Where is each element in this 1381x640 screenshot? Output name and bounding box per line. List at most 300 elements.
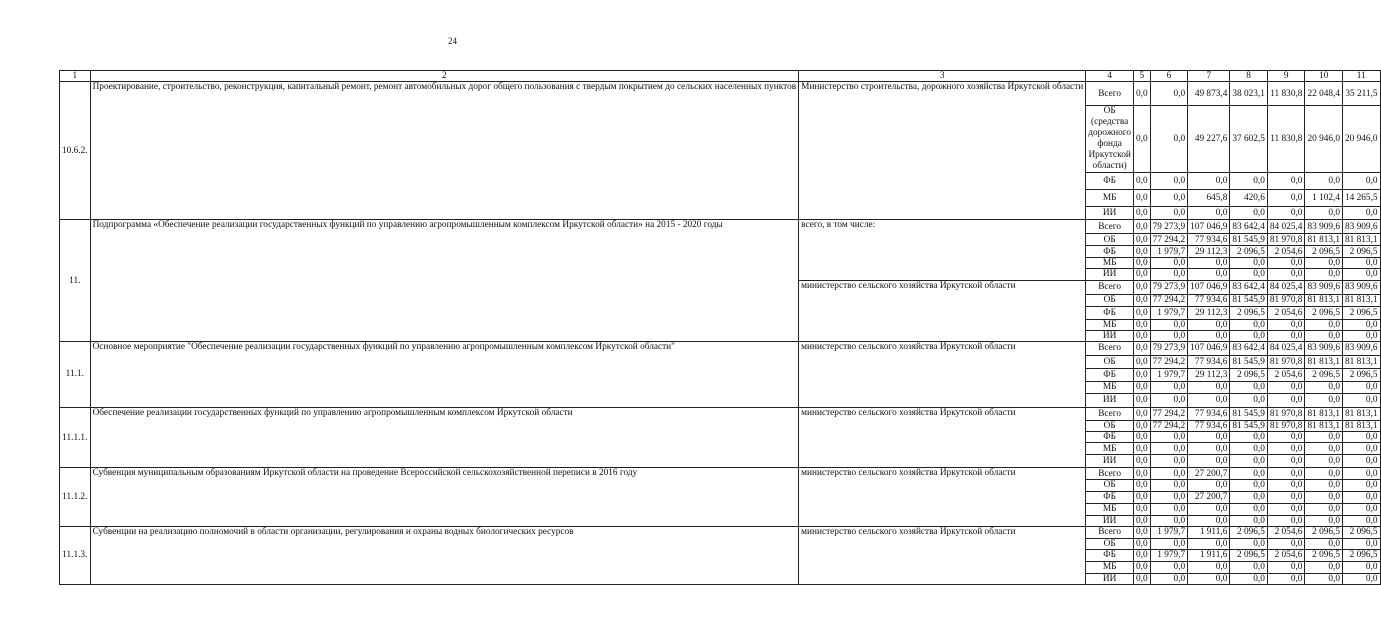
amount-cell: 0,0	[1134, 503, 1151, 515]
amount-cell: 0,0	[1150, 258, 1188, 269]
amount-cell: 2 096,5	[1343, 246, 1381, 258]
amount-cell: 0,0	[1150, 515, 1188, 526]
funding-source: ОБ	[1086, 356, 1134, 369]
amount-cell: 83 909,6	[1305, 220, 1343, 234]
funding-source: ОБ	[1086, 421, 1134, 432]
amount-cell: 2 054,6	[1267, 306, 1305, 319]
amount-cell: 0,0	[1134, 562, 1151, 574]
amount-cell: 81 970,8	[1267, 408, 1305, 421]
amount-cell: 0,0	[1134, 421, 1151, 432]
amount-cell: 0,0	[1188, 382, 1230, 394]
amount-cell: 0,0	[1188, 207, 1230, 220]
amount-cell: 0,0	[1267, 394, 1305, 408]
row-number: 11.1.1.	[60, 408, 91, 468]
amount-cell: 0,0	[1188, 574, 1230, 585]
amount-cell: 0,0	[1267, 562, 1305, 574]
amount-cell: 0,0	[1267, 173, 1305, 190]
amount-cell: 81 813,1	[1305, 421, 1343, 432]
amount-cell: 0,0	[1188, 319, 1230, 330]
executor: Министерство строительства, дорожного хозяйства Иркутской области	[799, 82, 1086, 220]
funding-source: ИИ	[1086, 330, 1134, 341]
amount-cell: 0,0	[1150, 538, 1188, 549]
amount-cell: 0,0	[1305, 455, 1343, 468]
amount-cell: 0,0	[1343, 538, 1381, 549]
executor: всего, в том числе:	[799, 220, 1086, 280]
amount-cell: 2 096,5	[1230, 246, 1268, 258]
table-body	[60, 71, 1381, 585]
column-header: 6	[1150, 71, 1188, 82]
amount-cell: 0,0	[1343, 382, 1381, 394]
header-row	[60, 71, 1381, 82]
amount-cell: 0,0	[1134, 550, 1151, 562]
funding-source: Всего	[1086, 408, 1134, 421]
amount-cell: 0,0	[1305, 562, 1343, 574]
amount-cell: 49 227,6	[1188, 106, 1230, 173]
amount-cell: 81 813,1	[1343, 234, 1381, 246]
amount-cell: 0,0	[1230, 173, 1268, 190]
amount-cell: 0,0	[1267, 538, 1305, 549]
amount-cell: 81 813,1	[1305, 408, 1343, 421]
amount-cell: 2 054,6	[1267, 526, 1305, 538]
amount-cell: 0,0	[1343, 443, 1381, 455]
amount-cell: 0,0	[1134, 455, 1151, 468]
row-number: 11.1.2.	[60, 468, 91, 526]
amount-cell: 83 909,6	[1305, 280, 1343, 294]
amount-cell: 0,0	[1150, 190, 1188, 207]
amount-cell: 2 096,5	[1343, 550, 1381, 562]
amount-cell: 0,0	[1343, 394, 1381, 408]
amount-cell: 0,0	[1343, 562, 1381, 574]
amount-cell: 0,0	[1188, 269, 1230, 280]
amount-cell: 0,0	[1230, 455, 1268, 468]
amount-cell: 0,0	[1134, 220, 1151, 234]
funding-source: ИИ	[1086, 207, 1134, 220]
funding-source: Всего	[1086, 342, 1134, 356]
amount-cell: 0,0	[1150, 82, 1188, 106]
amount-cell: 0,0	[1305, 330, 1343, 341]
table-row	[60, 82, 1381, 106]
amount-cell: 0,0	[1188, 394, 1230, 408]
amount-cell: 77 934,6	[1188, 234, 1230, 246]
amount-cell: 0,0	[1150, 319, 1188, 330]
amount-cell: 37 602,5	[1230, 106, 1268, 173]
amount-cell: 2 096,5	[1230, 526, 1268, 538]
amount-cell: 0,0	[1150, 480, 1188, 491]
amount-cell: 0,0	[1150, 443, 1188, 455]
amount-cell: 81 545,9	[1230, 421, 1268, 432]
amount-cell: 0,0	[1343, 173, 1381, 190]
amount-cell: 81 813,1	[1343, 408, 1381, 421]
amount-cell: 0,0	[1150, 455, 1188, 468]
amount-cell: 0,0	[1150, 394, 1188, 408]
amount-cell: 0,0	[1343, 269, 1381, 280]
table-row	[60, 468, 1381, 480]
funding-source: ОБ (средства дорожного фонда Иркутской области)	[1086, 106, 1134, 173]
amount-cell: 0,0	[1230, 515, 1268, 526]
amount-cell: 29 112,3	[1188, 306, 1230, 319]
amount-cell: 0,0	[1134, 82, 1151, 106]
amount-cell: 11 830,8	[1267, 82, 1305, 106]
amount-cell: 0,0	[1343, 480, 1381, 491]
amount-cell: 0,0	[1267, 382, 1305, 394]
amount-cell: 107 046,9	[1188, 220, 1230, 234]
amount-cell: 0,0	[1267, 190, 1305, 207]
amount-cell: 0,0	[1150, 382, 1188, 394]
amount-cell: 0,0	[1267, 455, 1305, 468]
amount-cell: 0,0	[1134, 207, 1151, 220]
column-header: 1	[60, 71, 91, 82]
amount-cell: 0,0	[1305, 443, 1343, 455]
measure-name: Основное мероприятие "Обеспечение реализации государственных функций по управлению агропромышленным комплексом Иркутской области"	[90, 342, 799, 408]
amount-cell: 1 979,7	[1150, 526, 1188, 538]
amount-cell: 83 909,6	[1343, 280, 1381, 294]
amount-cell: 0,0	[1134, 491, 1151, 503]
amount-cell: 0,0	[1230, 503, 1268, 515]
amount-cell: 83 642,4	[1230, 280, 1268, 294]
amount-cell: 79 273,9	[1150, 220, 1188, 234]
amount-cell: 2 054,6	[1267, 369, 1305, 382]
amount-cell: 0,0	[1267, 574, 1305, 585]
amount-cell: 77 294,2	[1150, 294, 1188, 306]
amount-cell: 0,0	[1134, 480, 1151, 491]
amount-cell: 0,0	[1188, 538, 1230, 549]
amount-cell: 83 642,4	[1230, 220, 1268, 234]
amount-cell: 0,0	[1305, 207, 1343, 220]
amount-cell: 0,0	[1134, 432, 1151, 443]
amount-cell: 0,0	[1134, 319, 1151, 330]
amount-cell: 2 096,5	[1343, 526, 1381, 538]
amount-cell: 0,0	[1305, 258, 1343, 269]
amount-cell: 0,0	[1134, 280, 1151, 294]
amount-cell: 14 265,5	[1343, 190, 1381, 207]
amount-cell: 2 096,5	[1230, 550, 1268, 562]
amount-cell: 29 112,3	[1188, 246, 1230, 258]
amount-cell: 0,0	[1230, 330, 1268, 341]
amount-cell: 0,0	[1267, 269, 1305, 280]
amount-cell: 0,0	[1150, 503, 1188, 515]
measure-name: Подпрограмма «Обеспечение реализации государственных функций по управлению агропромышленным комплексом Иркутской области» на 2015 - 2020 годы	[90, 220, 799, 342]
amount-cell: 0,0	[1230, 562, 1268, 574]
funding-source: ФБ	[1086, 491, 1134, 503]
amount-cell: 0,0	[1230, 480, 1268, 491]
amount-cell: 81 813,1	[1305, 356, 1343, 369]
amount-cell: 0,0	[1267, 330, 1305, 341]
row-number: 10.6.2.	[60, 82, 91, 220]
budget-table	[59, 70, 1381, 585]
table-row	[60, 408, 1381, 421]
amount-cell: 27 200,7	[1188, 491, 1230, 503]
amount-cell: 0,0	[1188, 480, 1230, 491]
amount-cell: 81 813,1	[1343, 294, 1381, 306]
amount-cell: 0,0	[1343, 515, 1381, 526]
amount-cell: 0,0	[1150, 330, 1188, 341]
amount-cell: 20 946,0	[1305, 106, 1343, 173]
amount-cell: 1 911,6	[1188, 526, 1230, 538]
executor: министерство сельского хозяйства Иркутской области	[799, 342, 1086, 408]
amount-cell: 0,0	[1305, 491, 1343, 503]
amount-cell: 84 025,4	[1267, 280, 1305, 294]
funding-source: ФБ	[1086, 173, 1134, 190]
amount-cell: 0,0	[1230, 207, 1268, 220]
amount-cell: 1 979,7	[1150, 306, 1188, 319]
funding-source: МБ	[1086, 319, 1134, 330]
amount-cell: 2 054,6	[1267, 246, 1305, 258]
amount-cell: 81 813,1	[1343, 421, 1381, 432]
amount-cell: 0,0	[1305, 382, 1343, 394]
amount-cell: 0,0	[1150, 269, 1188, 280]
amount-cell: 0,0	[1230, 382, 1268, 394]
amount-cell: 0,0	[1230, 394, 1268, 408]
amount-cell: 2 096,5	[1343, 369, 1381, 382]
funding-source: ОБ	[1086, 294, 1134, 306]
amount-cell: 81 970,8	[1267, 421, 1305, 432]
amount-cell: 0,0	[1134, 294, 1151, 306]
amount-cell: 107 046,9	[1188, 280, 1230, 294]
funding-source: Всего	[1086, 82, 1134, 106]
amount-cell: 0,0	[1134, 258, 1151, 269]
funding-source: МБ	[1086, 443, 1134, 455]
amount-cell: 0,0	[1134, 369, 1151, 382]
amount-cell: 0,0	[1134, 574, 1151, 585]
column-header: 7	[1188, 71, 1230, 82]
executor: министерство сельского хозяйства Иркутской области	[799, 280, 1086, 341]
amount-cell: 0,0	[1343, 503, 1381, 515]
amount-cell: 0,0	[1305, 538, 1343, 549]
amount-cell: 0,0	[1134, 246, 1151, 258]
column-header: 3	[799, 71, 1086, 82]
amount-cell: 81 970,8	[1267, 356, 1305, 369]
amount-cell: 0,0	[1134, 394, 1151, 408]
amount-cell: 0,0	[1134, 515, 1151, 526]
amount-cell: 77 294,2	[1150, 356, 1188, 369]
amount-cell: 0,0	[1267, 515, 1305, 526]
funding-source: ИИ	[1086, 269, 1134, 280]
amount-cell: 0,0	[1343, 330, 1381, 341]
funding-source: ФБ	[1086, 246, 1134, 258]
amount-cell: 0,0	[1150, 106, 1188, 173]
amount-cell: 1 102,4	[1305, 190, 1343, 207]
amount-cell: 2 096,5	[1230, 369, 1268, 382]
amount-cell: 0,0	[1134, 173, 1151, 190]
amount-cell: 0,0	[1150, 468, 1188, 480]
amount-cell: 0,0	[1305, 574, 1343, 585]
amount-cell: 0,0	[1305, 503, 1343, 515]
amount-cell: 0,0	[1343, 574, 1381, 585]
amount-cell: 0,0	[1305, 394, 1343, 408]
amount-cell: 0,0	[1188, 330, 1230, 341]
funding-source: МБ	[1086, 190, 1134, 207]
amount-cell: 0,0	[1134, 269, 1151, 280]
funding-source: ИИ	[1086, 394, 1134, 408]
funding-source: ИИ	[1086, 515, 1134, 526]
amount-cell: 83 909,6	[1305, 342, 1343, 356]
funding-source: Всего	[1086, 280, 1134, 294]
amount-cell: 0,0	[1230, 468, 1268, 480]
amount-cell: 79 273,9	[1150, 280, 1188, 294]
amount-cell: 0,0	[1188, 455, 1230, 468]
amount-cell: 0,0	[1343, 207, 1381, 220]
amount-cell: 83 909,6	[1343, 220, 1381, 234]
amount-cell: 29 112,3	[1188, 369, 1230, 382]
measure-name: Субвенции на реализацию полномочий в области организации, регулирования и охраны водных биологических ресурсов	[90, 526, 799, 584]
amount-cell: 2 096,5	[1305, 369, 1343, 382]
amount-cell: 0,0	[1230, 319, 1268, 330]
funding-source: МБ	[1086, 382, 1134, 394]
table-row	[60, 342, 1381, 356]
amount-cell: 0,0	[1188, 515, 1230, 526]
amount-cell: 2 096,5	[1343, 306, 1381, 319]
table-row	[60, 220, 1381, 234]
amount-cell: 81 813,1	[1305, 294, 1343, 306]
amount-cell: 2 096,5	[1305, 306, 1343, 319]
amount-cell: 0,0	[1343, 468, 1381, 480]
amount-cell: 77 934,6	[1188, 356, 1230, 369]
amount-cell: 0,0	[1305, 480, 1343, 491]
amount-cell: 83 909,6	[1343, 342, 1381, 356]
funding-source: Всего	[1086, 468, 1134, 480]
amount-cell: 77 294,2	[1150, 234, 1188, 246]
amount-cell: 0,0	[1230, 443, 1268, 455]
amount-cell: 0,0	[1134, 306, 1151, 319]
amount-cell: 0,0	[1343, 258, 1381, 269]
column-header: 5	[1134, 71, 1151, 82]
measure-name: Субвенция муниципальным образованиям Иркутской области на проведение Всероссийской сельскохозяйственной переписи в 2016 году	[90, 468, 799, 526]
amount-cell: 2 096,5	[1305, 246, 1343, 258]
amount-cell: 420,6	[1230, 190, 1268, 207]
amount-cell: 0,0	[1188, 258, 1230, 269]
amount-cell: 0,0	[1150, 574, 1188, 585]
amount-cell: 0,0	[1134, 468, 1151, 480]
amount-cell: 0,0	[1134, 443, 1151, 455]
column-header: 8	[1230, 71, 1268, 82]
amount-cell: 0,0	[1134, 342, 1151, 356]
amount-cell: 81 545,9	[1230, 408, 1268, 421]
column-header: 9	[1267, 71, 1305, 82]
measure-name: Проектирование, строительство, реконструкция, капитальный ремонт, ремонт автомобильных дорог общего пользования с твердым покрытием до сельских населенных пунктов	[90, 82, 799, 220]
amount-cell: 27 200,7	[1188, 468, 1230, 480]
amount-cell: 0,0	[1305, 515, 1343, 526]
amount-cell: 0,0	[1230, 269, 1268, 280]
amount-cell: 2 096,5	[1305, 550, 1343, 562]
amount-cell: 0,0	[1267, 468, 1305, 480]
amount-cell: 0,0	[1305, 269, 1343, 280]
amount-cell: 0,0	[1188, 432, 1230, 443]
amount-cell: 0,0	[1188, 503, 1230, 515]
amount-cell: 0,0	[1267, 432, 1305, 443]
amount-cell: 83 642,4	[1230, 342, 1268, 356]
amount-cell: 0,0	[1134, 408, 1151, 421]
amount-cell: 35 211,5	[1343, 82, 1381, 106]
measure-name: Обеспечение реализации государственных функций по управлению агропромышленным комплексом Иркутской области	[90, 408, 799, 468]
amount-cell: 0,0	[1134, 356, 1151, 369]
row-number: 11.	[60, 220, 91, 342]
funding-source: ОБ	[1086, 538, 1134, 549]
amount-cell: 0,0	[1134, 382, 1151, 394]
amount-cell: 0,0	[1134, 106, 1151, 173]
funding-source: ИИ	[1086, 574, 1134, 585]
amount-cell: 79 273,9	[1150, 342, 1188, 356]
amount-cell: 1 979,7	[1150, 246, 1188, 258]
amount-cell: 0,0	[1188, 443, 1230, 455]
amount-cell: 81 545,9	[1230, 356, 1268, 369]
row-number: 11.1.3.	[60, 526, 91, 584]
funding-source: ИИ	[1086, 455, 1134, 468]
executor: министерство сельского хозяйства Иркутской области	[799, 408, 1086, 468]
amount-cell: 0,0	[1150, 173, 1188, 190]
amount-cell: 107 046,9	[1188, 342, 1230, 356]
executor: министерство сельского хозяйства Иркутской области	[799, 526, 1086, 584]
amount-cell: 81 545,9	[1230, 234, 1268, 246]
amount-cell: 0,0	[1230, 258, 1268, 269]
amount-cell: 0,0	[1343, 491, 1381, 503]
amount-cell: 1 911,6	[1188, 550, 1230, 562]
executor: министерство сельского хозяйства Иркутской области	[799, 468, 1086, 526]
amount-cell: 0,0	[1267, 319, 1305, 330]
amount-cell: 81 813,1	[1305, 234, 1343, 246]
amount-cell: 2 096,5	[1305, 526, 1343, 538]
funding-source: Всего	[1086, 526, 1134, 538]
amount-cell: 1 979,7	[1150, 369, 1188, 382]
amount-cell: 0,0	[1305, 319, 1343, 330]
amount-cell: 0,0	[1150, 562, 1188, 574]
column-header: 4	[1086, 71, 1134, 82]
amount-cell: 0,0	[1134, 330, 1151, 341]
amount-cell: 22 048,4	[1305, 82, 1343, 106]
amount-cell: 0,0	[1267, 207, 1305, 220]
amount-cell: 77 934,6	[1188, 294, 1230, 306]
funding-source: ОБ	[1086, 480, 1134, 491]
page-number: 24	[448, 36, 457, 46]
funding-source: МБ	[1086, 258, 1134, 269]
amount-cell: 0,0	[1305, 173, 1343, 190]
funding-source: ФБ	[1086, 432, 1134, 443]
amount-cell: 81 813,1	[1343, 356, 1381, 369]
amount-cell: 20 946,0	[1343, 106, 1381, 173]
amount-cell: 2 054,6	[1267, 550, 1305, 562]
amount-cell: 0,0	[1343, 432, 1381, 443]
amount-cell: 84 025,4	[1267, 342, 1305, 356]
amount-cell: 0,0	[1230, 432, 1268, 443]
row-number: 11.1.	[60, 342, 91, 408]
amount-cell: 77 934,6	[1188, 421, 1230, 432]
funding-source: ФБ	[1086, 369, 1134, 382]
amount-cell: 0,0	[1230, 491, 1268, 503]
amount-cell: 0,0	[1188, 562, 1230, 574]
amount-cell: 0,0	[1134, 190, 1151, 207]
amount-cell: 645,8	[1188, 190, 1230, 207]
amount-cell: 0,0	[1134, 538, 1151, 549]
funding-source: МБ	[1086, 503, 1134, 515]
amount-cell: 0,0	[1134, 526, 1151, 538]
funding-source: МБ	[1086, 562, 1134, 574]
amount-cell: 84 025,4	[1267, 220, 1305, 234]
amount-cell: 77 294,2	[1150, 421, 1188, 432]
funding-source: ОБ	[1086, 234, 1134, 246]
amount-cell: 0,0	[1267, 258, 1305, 269]
amount-cell: 81 545,9	[1230, 294, 1268, 306]
amount-cell: 0,0	[1267, 443, 1305, 455]
amount-cell: 0,0	[1267, 491, 1305, 503]
amount-cell: 0,0	[1150, 432, 1188, 443]
amount-cell: 0,0	[1267, 480, 1305, 491]
amount-cell: 0,0	[1230, 538, 1268, 549]
amount-cell: 81 970,8	[1267, 234, 1305, 246]
funding-source: Всего	[1086, 220, 1134, 234]
amount-cell: 0,0	[1305, 468, 1343, 480]
column-header: 11	[1343, 71, 1381, 82]
amount-cell: 0,0	[1150, 207, 1188, 220]
column-header: 2	[90, 71, 799, 82]
